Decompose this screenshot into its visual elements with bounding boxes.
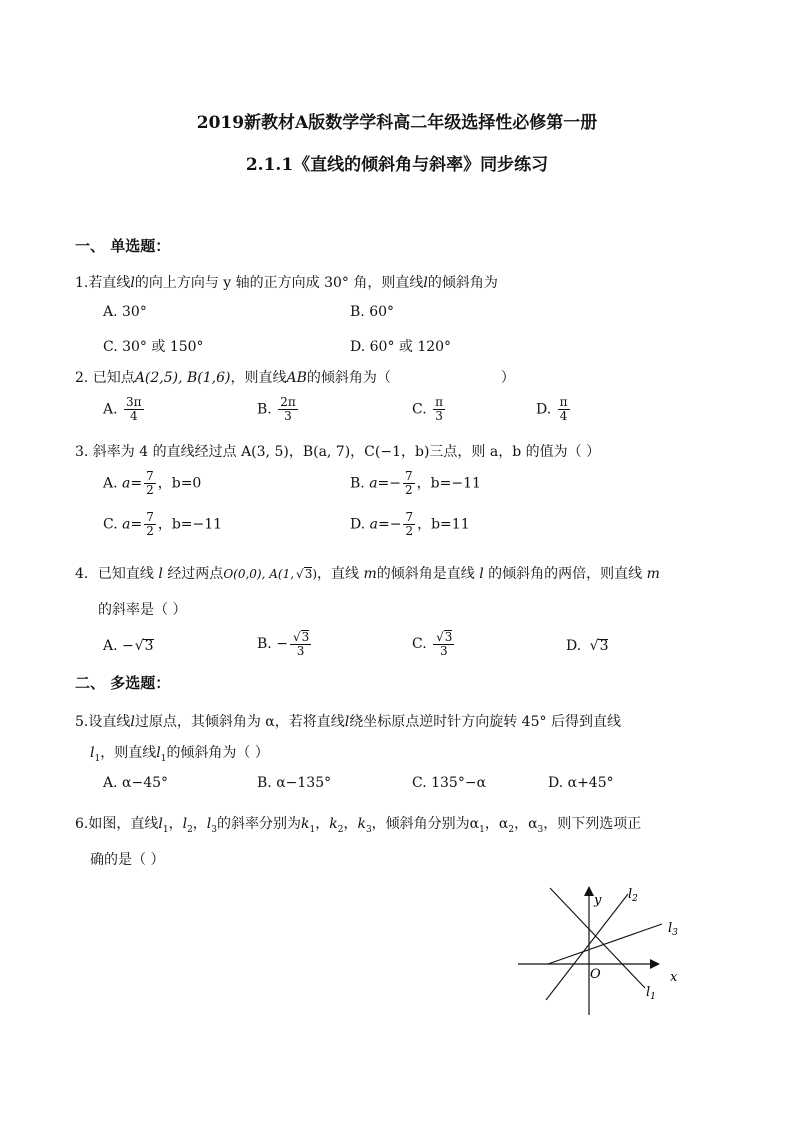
q2-option-a[interactable] [103, 396, 146, 423]
q1-text-c: 的倾斜角为 [427, 275, 498, 291]
q4-points-root: √ 3 [304, 567, 312, 581]
q2-option-d[interactable] [536, 396, 572, 423]
line-l3 [548, 924, 662, 964]
q4-points-close: ) [312, 567, 318, 581]
q6-a2: α [498, 816, 509, 832]
q5-text-d: ，则直线 [100, 745, 157, 761]
q2-a-label: A. [103, 401, 118, 418]
q4-option-a[interactable] [103, 638, 154, 654]
q4-var-l: l [158, 566, 163, 582]
q6-k2-sub: 2 [337, 824, 344, 835]
q3-d-label: D. [350, 516, 366, 533]
q6-text-c: ，倾斜角分别为 [371, 816, 470, 832]
label-l1-sub: 1 [650, 992, 656, 1002]
q1-option-d[interactable]: D. 60° 或 120° [350, 339, 452, 355]
q1-option-c[interactable]: C. 30° 或 150° [103, 339, 204, 355]
q3-c-den: 2 [146, 524, 154, 538]
q5-text-a: 5.设直线 [75, 714, 131, 730]
q6-text-d: ，则下列选项正 [543, 816, 642, 832]
q3-d-num: 7 [405, 510, 414, 524]
q2-text-b: ，则直线 [230, 370, 287, 386]
q6-l2: l [182, 816, 188, 832]
q3-d-pre: a=− [369, 516, 402, 533]
q5-sub1b: 1 [160, 753, 167, 764]
q1-option-a[interactable]: A. 30° [103, 304, 147, 320]
q4-a-pre: − [122, 638, 134, 654]
question-5-stem [75, 711, 621, 731]
q6-a3: α [528, 816, 538, 832]
section-multi-choice: 二、 多选题： [75, 674, 171, 692]
q1-text-a: 1.若直线 [75, 275, 131, 291]
q6-k3-sub: 3 [365, 824, 372, 835]
q4-option-d[interactable] [566, 638, 608, 654]
q3-a-den: 2 [146, 483, 154, 497]
q2-b-label: B. [257, 401, 272, 418]
label-l3-letter: l [668, 921, 673, 936]
q3-c-num: 7 [146, 510, 154, 524]
coordinate-figure [510, 880, 700, 1020]
q2-text-a: 2. 已知点 [75, 370, 135, 386]
question-4-stem [75, 563, 660, 583]
x-axis-arrow [650, 959, 660, 969]
q6-l3-sub: 3 [211, 824, 218, 835]
q4-c-num: √ 3 [444, 630, 452, 644]
q4-b-num: √ 3 [301, 630, 309, 644]
line-l2 [546, 894, 628, 1000]
q3-d-den: 2 [405, 524, 414, 538]
q2-c-label: C. [412, 401, 427, 418]
q2-d-label: D. [536, 401, 552, 418]
question-2-stem [75, 367, 515, 387]
y-label: y [594, 893, 602, 908]
q4-var-m2: m [646, 566, 660, 582]
q6-a2-sub: 2 [508, 824, 515, 835]
q3-a-num: 7 [146, 469, 154, 483]
q6-sep2: ， [192, 816, 207, 832]
q3-d-post: ，b=11 [417, 516, 470, 533]
q2-b-num: 2π [280, 395, 296, 409]
q2-a-den: 4 [129, 409, 138, 423]
q6-a1: α [469, 816, 480, 832]
q6-a3-sub: 3 [537, 824, 544, 835]
page-subtitle: 2.1.1《直线的倾斜角与斜率》同步练习 [245, 155, 549, 175]
q3-c-pre: a= [122, 516, 143, 533]
q3-b-pre: a=− [369, 475, 402, 492]
q2-points: A(2,5), B(1,6) [134, 370, 231, 386]
q4-var-m: m [363, 566, 377, 582]
q5-text-c: 绕坐标原点逆时针方向旋转 45° 后得到直线 [349, 714, 621, 730]
q3-a-pre: a= [122, 475, 143, 492]
question-3-stem: 3. 斜率为 4 的直线经过点 A(3, 5)，B(a, 7)，C(−1，b)三点，则 a，b 的值为（ ） [75, 444, 601, 460]
q2-d-den: 4 [559, 409, 568, 423]
q3-option-c[interactable] [103, 511, 222, 538]
q6-k1-sub: 1 [309, 824, 316, 835]
q4-stem-line2: 的斜率是（ ） [98, 602, 187, 618]
q2-c-num: π [435, 395, 444, 409]
x-label: x [670, 970, 678, 985]
q4-text-c: ，直线 [317, 566, 360, 582]
q6-text-b: 的斜率分别为 [217, 816, 302, 832]
q4-option-c[interactable] [412, 630, 456, 658]
q4-option-b[interactable] [257, 630, 313, 658]
q4-text-e: 的倾斜角的两倍，则直线 [488, 566, 643, 582]
q3-c-label: C. [103, 516, 118, 533]
q5-text-e: 的倾斜角为（ ） [166, 745, 269, 761]
q2-text-c: 的倾斜角为（ [306, 370, 391, 386]
q6-stem-line2: 确的是（ ） [90, 852, 165, 868]
q6-k2: k [329, 816, 338, 832]
q2-b-den: 3 [284, 409, 292, 423]
q4-text-b: 经过两点 [167, 566, 224, 582]
label-l2 [628, 887, 638, 904]
q4-var-l2: l [479, 566, 484, 582]
q6-l3: l [206, 816, 212, 832]
q2-d-num: π [559, 395, 568, 409]
q5-var-l2: l [344, 714, 350, 730]
q2-var-ab: AB [286, 370, 307, 386]
q4-b-label: B. [257, 636, 272, 652]
q6-sep6: ， [514, 816, 529, 832]
q5-option-a[interactable]: A. α−45° [103, 775, 169, 791]
page-title: 2019新教材A版数学学科高二年级选择性必修第一册 [196, 113, 598, 133]
q5-option-d[interactable]: D. α+45° [548, 775, 614, 791]
q1-var-l: l [130, 275, 135, 291]
q6-l2-sub: 2 [187, 824, 193, 835]
q3-a-post: ，b=0 [157, 475, 202, 492]
q4-b-den: 3 [296, 644, 305, 658]
q2-c-den: 3 [435, 409, 443, 423]
q6-a1-sub: 1 [479, 824, 485, 835]
q3-option-a[interactable] [103, 470, 201, 497]
q5-option-c[interactable]: C. 135°−α [412, 775, 487, 791]
q5-var-l: l [130, 714, 135, 730]
q4-a-root: √ 3 [143, 639, 154, 653]
q1-option-b[interactable]: B. 60° [350, 304, 395, 320]
origin-label: O [590, 967, 601, 982]
q1-text-b: 的向上方向与 y 轴的正方向成 30° 角，则直线 [134, 275, 424, 291]
q3-b-label: B. [350, 475, 365, 492]
q3-b-den: 2 [405, 483, 413, 497]
q3-b-post: ，b=−11 [416, 475, 481, 492]
q4-c-label: C. [412, 636, 427, 652]
label-l1 [646, 985, 656, 1002]
y-axis-arrow [584, 886, 594, 896]
question-6-stem [75, 813, 641, 835]
label-l2-letter: l [628, 887, 633, 902]
q4-text-d: 的倾斜角是直线 [376, 566, 475, 582]
q5-stem-line2 [90, 742, 269, 764]
q5-text-b: 过原点，其倾斜角为 α，若将直线 [134, 714, 345, 730]
q6-sep4: ， [343, 816, 358, 832]
label-l3 [668, 921, 678, 938]
q5-var-l1b: l [156, 745, 161, 761]
q6-sep5: ， [484, 816, 499, 832]
q2-option-c[interactable] [412, 396, 447, 423]
q2-option-b[interactable] [257, 396, 300, 423]
q4-text-a: 4．已知直线 [75, 566, 154, 582]
section-single-choice: 一、 单选题： [75, 237, 171, 255]
q5-sub1: 1 [94, 753, 101, 764]
q6-l1-sub: 1 [162, 824, 169, 835]
q4-c-den: 3 [439, 644, 448, 658]
q6-sep1: ， [168, 816, 183, 832]
q5-option-b[interactable]: B. α−135° [257, 775, 332, 791]
q4-a-label: A. [103, 638, 118, 654]
q2-close: ） [500, 370, 515, 386]
label-l2-sub: 2 [632, 894, 638, 904]
q4-d-label: D. [566, 638, 582, 654]
q6-text-a: 6.如图，直线 [75, 816, 159, 832]
q5-var-l1: l [90, 745, 95, 761]
question-1-stem [75, 272, 498, 292]
q6-k3: k [357, 816, 366, 832]
q4-points: O(0,0), A(1, [223, 567, 295, 581]
q3-option-d[interactable] [350, 511, 470, 538]
q6-k1: k [301, 816, 310, 832]
q3-option-b[interactable] [350, 470, 481, 497]
q4-b-pre: − [276, 636, 288, 652]
q3-c-post: ，b=−11 [157, 516, 223, 533]
q3-b-num: 7 [405, 469, 413, 483]
q6-sep3: ， [315, 816, 330, 832]
q2-a-num: 3π [126, 395, 142, 409]
q3-a-label: A. [103, 475, 118, 492]
q1-var-l2: l [423, 275, 428, 291]
q6-l1: l [158, 816, 163, 832]
label-l3-sub: 3 [672, 928, 678, 938]
q4-d-root: √ 3 [598, 639, 609, 653]
label-l1-letter: l [646, 985, 651, 1000]
